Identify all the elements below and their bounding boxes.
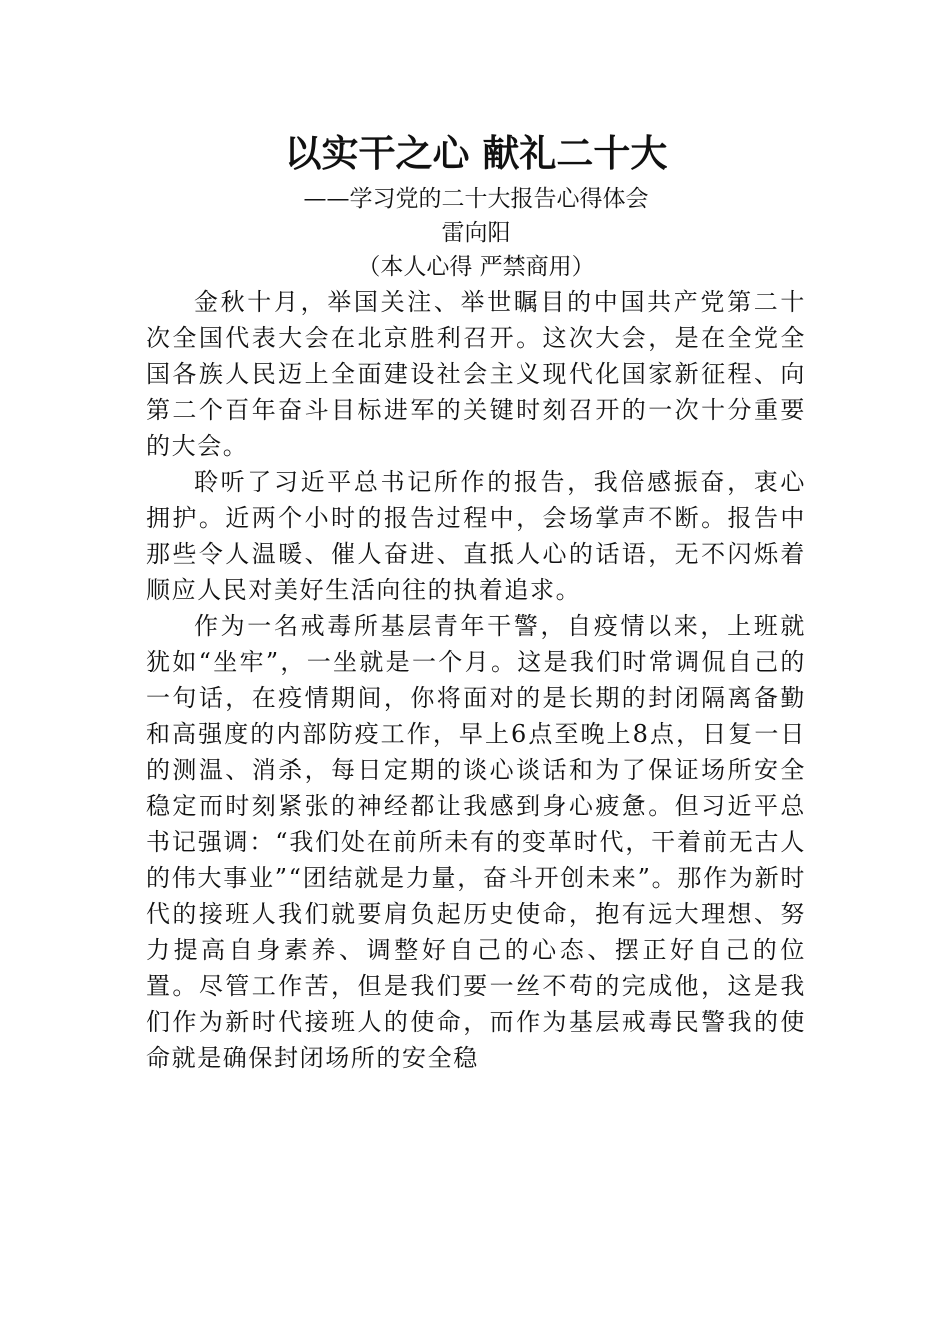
paragraph: 金秋十月，举国关注、举世瞩目的中国共产党第二十次全国代表大会在北京胜利召开。这次大会，是在全党全国各族人民迈上全面建设社会主义现代化国家新征程、向第二个百年奋斗目标进军的关键时刻召开的一次十分重要的大会。 xyxy=(146,288,806,460)
document-title: 以实干之心 献礼二十大 xyxy=(284,131,668,175)
document-subtitle: ——学习党的二十大报告心得体会 xyxy=(303,186,649,212)
document-body xyxy=(146,128,806,1076)
paragraph: 聆听了习近平总书记所作的报告，我倍感振奋，衷心拥护。近两个小时的报告过程中，会场掌声不断。报告中那些令人温暖、催人奋进、直抵人心的话语，无不闪烁着顺应人民对美好生活向往的执着追求。 xyxy=(146,468,806,604)
usage-notice: （本人心得 严禁商用） xyxy=(357,254,595,280)
author-name: 雷向阳 xyxy=(441,220,511,246)
paragraph: 作为一名戒毒所基层青年干警，自疫情以来，上班就犹如“坐牢”，一坐就是一个月。这是我们时常调侃自己的一句话，在疫情期间，你将面对的是长期的封闭隔离备勤和高强度的内部防疫工作，早上6点至晚上8点，日复一日的测温、消杀，每日定期的谈心谈话和为了保证场所安全稳定而时刻紧张的神经都让我感到身心疲惫。但习近平总书记强调：“我们处在前所未有的变革时代，干着前无古人的伟大事业”“团结就是力量，奋斗开创未来”。那作为新时代的接班人我们就要肩负起历史使命，抱有远大理想、努力提高自身素养、调整好自己的心态、摆正好自己的位置。尽管工作苦，但是我们要一丝不苟的完成他，这是我们作为新时代接班人的使命，而作为基层戒毒民警我的使命就是确保封闭场所的安全稳 xyxy=(146,612,806,1072)
